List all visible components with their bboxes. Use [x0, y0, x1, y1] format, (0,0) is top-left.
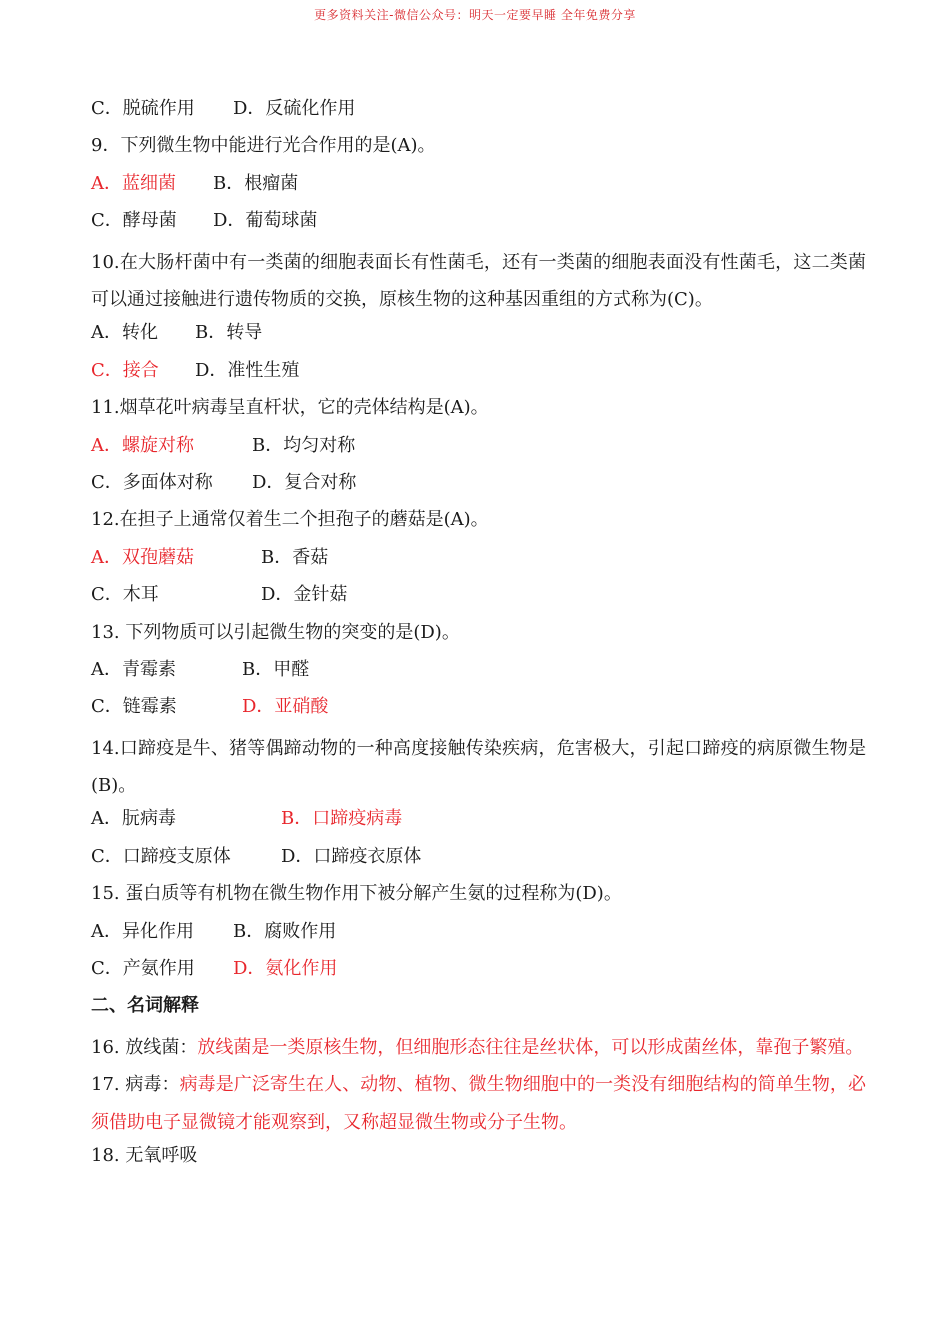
document-body [91, 94, 866, 1178]
options-row [91, 206, 866, 243]
option: B．转导 [195, 322, 263, 344]
option: B．均匀对称 [252, 434, 356, 456]
question-stem: 18. 无氧呼吸 [91, 1145, 198, 1167]
option: B．甲醛 [242, 658, 310, 680]
question-stem: 14.口蹄疫是牛、猪等偶蹄动物的一种高度接触传染疾病，危害极大，引起口蹄疫的病原微生物是(B)。 [91, 737, 866, 797]
answer-option: A．蓝细菌 [91, 172, 176, 194]
answer-option: D．氨化作用 [233, 958, 338, 980]
question-stem: 9．下列微生物中能进行光合作用的是(A)。 [91, 135, 436, 157]
option: D．反硫化作用 [233, 98, 356, 119]
question-stem: 12.在担子上通常仅着生二个担孢子的蘑菇是(A)。 [91, 509, 489, 531]
options-row [91, 356, 866, 393]
option: D．口蹄疫衣原体 [281, 845, 422, 867]
term-label: 17. 病毒： [91, 1074, 180, 1096]
answer-option: C．接合 [91, 359, 159, 381]
question-stem: 11.烟草花叶病毒呈直杆状，它的壳体结构是(A)。 [91, 397, 489, 419]
options-row [91, 468, 866, 505]
option: A．朊病毒 [91, 808, 176, 830]
options-row [91, 804, 866, 841]
option: A．异化作用 [91, 920, 194, 942]
option: C．口蹄疫支原体 [91, 845, 231, 867]
option: C．脱硫作用 [91, 98, 195, 119]
options-row [91, 954, 866, 991]
option: A．转化 [91, 322, 158, 344]
option: C．木耳 [91, 584, 159, 606]
options-row [91, 431, 866, 468]
option: B．根瘤菌 [213, 172, 299, 194]
answer-option: A．螺旋对称 [91, 434, 194, 456]
options-row [91, 94, 866, 131]
option: B．腐败作用 [233, 920, 337, 942]
options-row [91, 692, 866, 729]
answer-option: D．亚硝酸 [242, 696, 329, 718]
options-row [91, 842, 866, 879]
option: C．产氨作用 [91, 958, 195, 980]
section-heading: 二、名词解释 [91, 995, 199, 1017]
options-row [91, 655, 866, 692]
term-definition [91, 1066, 866, 1141]
definition-answer: 病毒是广泛寄生在人、动物、植物、微生物细胞中的一类没有细胞结构的简单生物，必须借助电子显微镜才能观察到，又称超显微生物或分子生物。 [91, 1074, 866, 1133]
options-row [91, 318, 866, 355]
term-definition [91, 1029, 866, 1066]
definition-answer: 放线菌是一类原核生物，但细胞形态往往是丝状体，可以形成菌丝体，靠孢子繁殖。 [197, 1036, 864, 1058]
question-stem: 13. 下列物质可以引起微生物的突变的是(D)。 [91, 621, 460, 643]
option: D．葡萄球菌 [213, 210, 318, 232]
option: C．多面体对称 [91, 471, 213, 493]
answer-option: A．双孢蘑菇 [91, 546, 194, 568]
page-header-banner: 更多资料关注-微信公众号：明天一定要早睡 全年免费分享 [314, 8, 636, 22]
question-stem: 15. 蛋白质等有机物在微生物作用下被分解产生氨的过程称为(D)。 [91, 883, 622, 905]
options-row [91, 580, 866, 617]
option: B．香菇 [261, 546, 329, 568]
term-label: 16. 放线菌： [91, 1036, 198, 1058]
answer-option: B．口蹄疫病毒 [281, 808, 403, 830]
option: D．金针菇 [261, 584, 348, 606]
option: D．复合对称 [252, 471, 357, 493]
question-stem: 10.在大肠杆菌中有一类菌的细胞表面长有性菌毛，还有一类菌的细胞表面没有性菌毛，这二类菌可以通过接触进行遗传物质的交换，原核生物的这种基因重组的方式称为(C)。 [91, 251, 866, 310]
option: A．青霉素 [91, 658, 176, 680]
option: C．链霉素 [91, 696, 177, 718]
option: D．准性生殖 [195, 359, 300, 381]
option: C．酵母菌 [91, 210, 177, 232]
options-row [91, 917, 866, 954]
options-row [91, 169, 866, 206]
options-row [91, 543, 866, 580]
